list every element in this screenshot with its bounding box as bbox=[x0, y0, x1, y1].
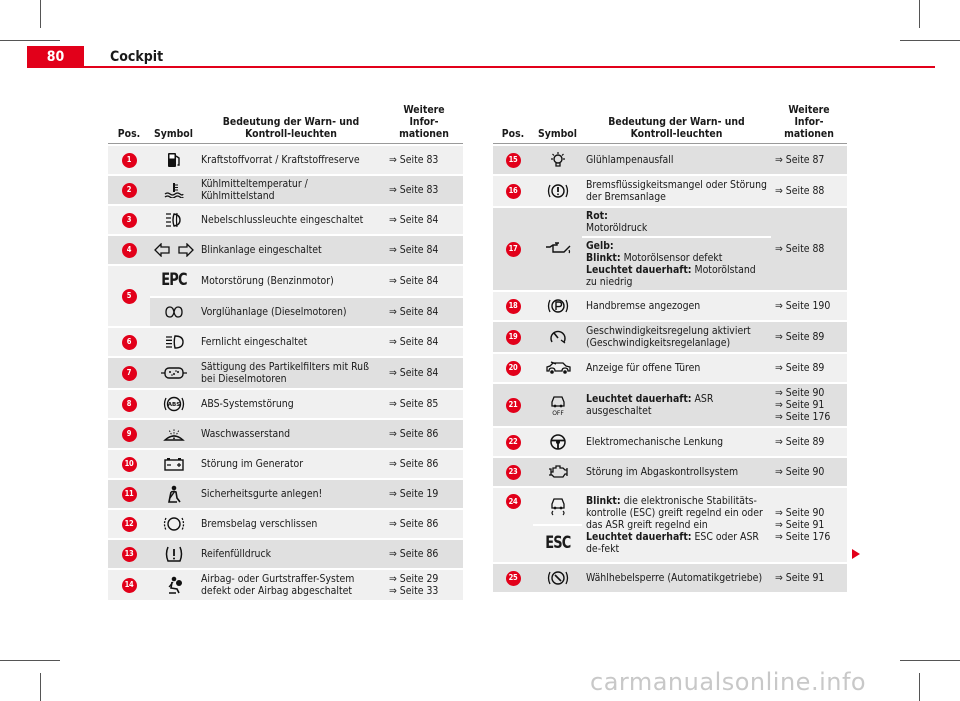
position-badge: 7 bbox=[122, 366, 137, 381]
header-rule bbox=[84, 66, 935, 68]
table-row bbox=[108, 328, 463, 356]
table-row bbox=[493, 354, 847, 382]
table-cell bbox=[150, 390, 197, 418]
position-badge: 25 bbox=[506, 571, 521, 586]
brake-system-icon bbox=[547, 182, 569, 200]
table-row bbox=[108, 176, 463, 204]
table-cell bbox=[150, 358, 197, 388]
table-row bbox=[108, 266, 463, 296]
abs-icon bbox=[163, 395, 185, 413]
fuel-icon bbox=[167, 152, 181, 168]
position-badge: 8 bbox=[122, 397, 137, 412]
table-cell bbox=[533, 176, 582, 206]
position-badge: 18 bbox=[506, 299, 521, 314]
turn-signal-icon bbox=[154, 243, 194, 257]
page-reference[interactable]: ⇒ Seite 88 bbox=[771, 208, 847, 290]
crop-mark bbox=[919, 673, 920, 701]
svg-text:OFF: OFF bbox=[551, 410, 564, 416]
table-cell bbox=[150, 450, 197, 478]
page-reference[interactable]: ⇒ Seite 84 bbox=[385, 206, 463, 234]
table-cell bbox=[108, 206, 150, 234]
position-badge: 21 bbox=[506, 398, 521, 413]
crop-mark bbox=[0, 660, 60, 661]
airbag-icon bbox=[165, 576, 183, 594]
table-header-row bbox=[108, 102, 463, 144]
table-cell bbox=[108, 358, 150, 388]
stability-control-icon bbox=[547, 496, 569, 516]
table-row bbox=[108, 298, 463, 326]
position-badge: 4 bbox=[122, 243, 137, 258]
crop-mark bbox=[0, 40, 60, 41]
table-cell bbox=[493, 564, 533, 592]
svg-text:ABS: ABS bbox=[167, 402, 180, 409]
header-pos: Pos. bbox=[493, 102, 533, 144]
particulate-filter-icon bbox=[160, 366, 188, 380]
page-reference[interactable]: ⇒ Seite 83 bbox=[385, 146, 463, 174]
table-row bbox=[108, 146, 463, 174]
meaning-text: Glühlampenausfall bbox=[582, 146, 771, 174]
oil-pressure-icon bbox=[545, 242, 571, 256]
page-reference[interactable]: ⇒ Seite 86 bbox=[385, 510, 463, 538]
table-cell bbox=[150, 420, 197, 448]
position-badge: 24 bbox=[506, 494, 521, 509]
table-row bbox=[108, 540, 463, 568]
position-badge: 1 bbox=[122, 153, 137, 168]
brake-pad-icon bbox=[163, 515, 185, 533]
meaning-text: Leuchtet dauerhaft: ASR ausgeschaltet bbox=[582, 384, 771, 426]
esc-off-icon bbox=[547, 394, 569, 416]
table-cell bbox=[108, 420, 150, 448]
table-cell bbox=[493, 322, 533, 352]
table-cell bbox=[493, 488, 533, 562]
stability-control-text: Blinkt: die elektronische Stabilitäts-kontrolle (ESC) greift regelnd ein oder das ASR greift regelnd ein Leuchtet dauerhaft: ESC oder ASR de-fekt bbox=[582, 488, 771, 562]
position-badge: 12 bbox=[122, 517, 137, 532]
table-cell bbox=[150, 328, 197, 356]
table-cell bbox=[493, 354, 533, 382]
table-cell bbox=[108, 450, 150, 478]
meaning-text: Wählhebelsperre (Automatikgetriebe) bbox=[582, 564, 771, 592]
table-cell bbox=[108, 328, 150, 356]
meaning-text: Störung im Generator bbox=[197, 450, 385, 478]
page-reference[interactable]: ⇒ Seite 84 bbox=[385, 236, 463, 264]
header-meaning: Bedeutung der Warn- und Kontroll-leuchten bbox=[197, 102, 385, 144]
page-reference[interactable]: ⇒ Seite 84 bbox=[385, 328, 463, 356]
table-row bbox=[493, 564, 847, 592]
page-reference[interactable]: ⇒ Seite 84 bbox=[385, 298, 463, 326]
table-row bbox=[108, 510, 463, 538]
header-info: Weitere Infor-mationen bbox=[771, 102, 847, 144]
meaning-text: Blinkanlage eingeschaltet bbox=[197, 236, 385, 264]
table-row bbox=[493, 488, 847, 524]
meaning-text: Reifenfülldruck bbox=[197, 540, 385, 568]
steering-icon bbox=[548, 433, 568, 451]
table-row bbox=[493, 428, 847, 456]
header-symbol: Symbol bbox=[150, 102, 197, 144]
header-pos: Pos. bbox=[108, 102, 150, 144]
table-row bbox=[108, 206, 463, 234]
crop-mark bbox=[900, 40, 960, 41]
table-row bbox=[108, 450, 463, 478]
position-badge: 22 bbox=[506, 435, 521, 450]
warning-lights-table-left bbox=[108, 100, 463, 602]
table-cell bbox=[108, 510, 150, 538]
page-reference[interactable]: ⇒ Seite 88 bbox=[771, 176, 847, 206]
oil-pressure-red-text: Rot: Motoröldruck bbox=[582, 208, 771, 236]
selector-lever-lock-icon bbox=[547, 569, 569, 587]
meaning-text: Fernlicht eingeschaltet bbox=[197, 328, 385, 356]
handbrake-icon bbox=[547, 297, 569, 315]
table-cell bbox=[108, 266, 150, 326]
table-cell bbox=[533, 458, 582, 486]
position-badge: 10 bbox=[122, 457, 137, 472]
table-row bbox=[108, 358, 463, 388]
table-row bbox=[108, 236, 463, 264]
table-cell bbox=[493, 384, 533, 426]
table-cell bbox=[493, 458, 533, 486]
table-row bbox=[493, 384, 847, 426]
table-cell bbox=[533, 322, 582, 352]
position-badge: 23 bbox=[506, 465, 521, 480]
table-cell bbox=[533, 146, 582, 174]
meaning-text: Nebelschlussleuchte eingeschaltet bbox=[197, 206, 385, 234]
table-cell bbox=[150, 540, 197, 568]
table-cell bbox=[533, 384, 582, 426]
page-reference[interactable]: ⇒ Seite 19 bbox=[385, 480, 463, 508]
table-row bbox=[493, 176, 847, 206]
cruise-control-icon bbox=[547, 328, 569, 346]
table-cell bbox=[533, 564, 582, 592]
meaning-text: Störung im Abgaskontrollsystem bbox=[582, 458, 771, 486]
table-cell bbox=[150, 146, 197, 174]
page-reference[interactable]: ⇒ Seite 89 bbox=[771, 354, 847, 382]
page-reference[interactable]: ⇒ Seite 89 bbox=[771, 322, 847, 352]
table-row bbox=[493, 322, 847, 352]
header-info: Weitere Infor-mationen bbox=[385, 102, 463, 144]
table-cell bbox=[150, 510, 197, 538]
meaning-text: Anzeige für offene Türen bbox=[582, 354, 771, 382]
page-reference[interactable]: ⇒ Seite 29 ⇒ Seite 33 bbox=[385, 570, 463, 600]
table-row bbox=[493, 208, 847, 236]
table-cell bbox=[533, 526, 582, 562]
position-badge: 20 bbox=[506, 361, 521, 376]
continue-arrow-icon bbox=[852, 549, 860, 559]
bulb-failure-icon bbox=[547, 151, 569, 169]
position-badge: 16 bbox=[506, 184, 521, 199]
table-cell bbox=[533, 292, 582, 320]
glow-plug-icon bbox=[163, 306, 185, 318]
position-badge: 15 bbox=[506, 153, 521, 168]
esc-icon: ESC bbox=[544, 533, 571, 553]
table-cell bbox=[533, 428, 582, 456]
crop-mark bbox=[900, 660, 960, 661]
rear-fog-light-icon bbox=[164, 212, 184, 228]
epc-icon: EPC bbox=[160, 270, 187, 290]
table-row bbox=[493, 458, 847, 486]
table-cell bbox=[493, 208, 533, 290]
meaning-text: Elektromechanische Lenkung bbox=[582, 428, 771, 456]
header-meaning: Bedeutung der Warn- und Kontroll-leuchten bbox=[582, 102, 771, 144]
page-number: 80 bbox=[27, 46, 84, 68]
meaning-text: Geschwindigkeitsregelung aktiviert (Geschwindigkeitsregelanlage) bbox=[582, 322, 771, 352]
page-reference[interactable]: ⇒ Seite 83 bbox=[385, 176, 463, 204]
table-cell bbox=[108, 176, 150, 204]
table-cell bbox=[108, 480, 150, 508]
table-row bbox=[493, 292, 847, 320]
table-cell bbox=[150, 206, 197, 234]
page-reference[interactable]: ⇒ Seite 89 bbox=[771, 428, 847, 456]
washer-fluid-icon bbox=[163, 426, 185, 442]
table-cell bbox=[493, 176, 533, 206]
table-cell bbox=[150, 236, 197, 264]
crop-mark bbox=[919, 0, 920, 28]
meaning-text: Airbag- oder Gurtstraffer-System defekt oder Airbag abgeschaltet bbox=[197, 570, 385, 600]
page-reference[interactable]: ⇒ Seite 90 bbox=[771, 458, 847, 486]
section-title: Cockpit bbox=[110, 49, 164, 65]
door-open-icon bbox=[544, 361, 572, 375]
page-reference[interactable]: ⇒ Seite 84 bbox=[385, 358, 463, 388]
page-reference[interactable]: ⇒ Seite 91 bbox=[771, 564, 847, 592]
table-cell bbox=[150, 480, 197, 508]
table-row bbox=[108, 390, 463, 418]
table-cell bbox=[150, 266, 197, 296]
page-reference[interactable]: ⇒ Seite 90 ⇒ Seite 91 ⇒ Seite 176 bbox=[771, 488, 847, 562]
table-cell bbox=[533, 354, 582, 382]
position-badge: 11 bbox=[122, 487, 137, 502]
table-cell bbox=[533, 488, 582, 524]
oil-pressure-yellow-text: Gelb: Blinkt: Motorölsensor defekt Leuchtet dauerhaft: Motorölstand zu niedrig bbox=[582, 238, 771, 290]
table-cell bbox=[493, 292, 533, 320]
position-badge: 6 bbox=[122, 335, 137, 350]
meaning-text: Vorglühanlage (Dieselmotoren) bbox=[197, 298, 385, 326]
position-badge: 17 bbox=[506, 242, 521, 257]
position-badge: 5 bbox=[122, 289, 137, 304]
battery-icon bbox=[164, 457, 184, 471]
table-row bbox=[108, 480, 463, 508]
high-beam-icon bbox=[164, 335, 184, 349]
meaning-text: Waschwasserstand bbox=[197, 420, 385, 448]
table-row bbox=[493, 146, 847, 174]
meaning-text: Sättigung des Partikelfilters mit Ruß bei Dieselmotoren bbox=[197, 358, 385, 388]
seatbelt-icon bbox=[166, 485, 182, 503]
page-reference[interactable]: ⇒ Seite 190 bbox=[771, 292, 847, 320]
table-cell bbox=[493, 428, 533, 456]
table-cell bbox=[150, 570, 197, 600]
page-reference[interactable]: ⇒ Seite 86 bbox=[385, 540, 463, 568]
table-cell bbox=[150, 298, 197, 326]
position-badge: 13 bbox=[122, 547, 137, 562]
page-reference[interactable]: ⇒ Seite 85 bbox=[385, 390, 463, 418]
position-badge: 2 bbox=[122, 183, 137, 198]
table-cell bbox=[108, 540, 150, 568]
table-cell bbox=[493, 146, 533, 174]
meaning-text: Sicherheitsgurte anlegen! bbox=[197, 480, 385, 508]
crop-mark bbox=[40, 0, 41, 28]
meaning-text: Handbremse angezogen bbox=[582, 292, 771, 320]
header-symbol: Symbol bbox=[533, 102, 582, 144]
table-cell bbox=[108, 570, 150, 600]
engine-check-icon bbox=[546, 464, 570, 480]
table-row bbox=[108, 420, 463, 448]
meaning-text: Bremsflüssigkeitsmangel oder Störung der Bremsanlage bbox=[582, 176, 771, 206]
meaning-text: Bremsbelag verschlissen bbox=[197, 510, 385, 538]
meaning-text: ABS-Systemstörung bbox=[197, 390, 385, 418]
page-reference[interactable]: ⇒ Seite 90 ⇒ Seite 91 ⇒ Seite 176 bbox=[771, 384, 847, 426]
page-reference[interactable]: ⇒ Seite 84 bbox=[385, 266, 463, 296]
page-reference[interactable]: ⇒ Seite 87 bbox=[771, 146, 847, 174]
table-row bbox=[108, 570, 463, 600]
position-badge: 19 bbox=[506, 330, 521, 345]
table-header-row bbox=[493, 102, 847, 144]
crop-mark bbox=[40, 673, 41, 701]
coolant-temperature-icon bbox=[163, 182, 185, 198]
table-cell bbox=[108, 390, 150, 418]
meaning-text: Kühlmitteltemperatur / Kühlmittelstand bbox=[197, 176, 385, 204]
tyre-pressure-icon bbox=[164, 545, 184, 563]
position-badge: 14 bbox=[122, 578, 137, 593]
table-cell bbox=[108, 236, 150, 264]
meaning-text: Motorstörung (Benzinmotor) bbox=[197, 266, 385, 296]
table-cell bbox=[108, 146, 150, 174]
position-badge: 3 bbox=[122, 213, 137, 228]
meaning-text: Kraftstoffvorrat / Kraftstoffreserve bbox=[197, 146, 385, 174]
page-reference[interactable]: ⇒ Seite 86 bbox=[385, 450, 463, 478]
table-cell bbox=[533, 208, 582, 290]
table-cell bbox=[150, 176, 197, 204]
position-badge: 9 bbox=[122, 427, 137, 442]
warning-lights-table-right bbox=[493, 100, 847, 594]
watermark: carmanualsonline.info bbox=[590, 668, 867, 696]
page-reference[interactable]: ⇒ Seite 86 bbox=[385, 420, 463, 448]
